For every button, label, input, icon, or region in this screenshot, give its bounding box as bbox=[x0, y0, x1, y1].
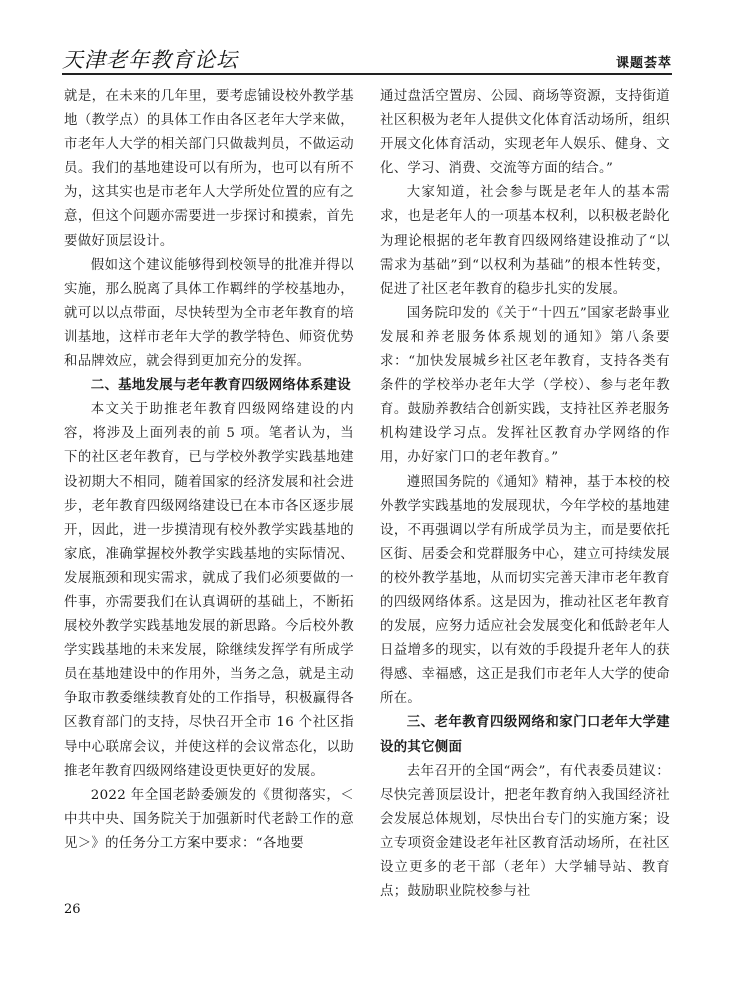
section-heading-2: 二、基地发展与老年教育四级网络体系建设 bbox=[90, 378, 351, 394]
header-rule bbox=[62, 73, 672, 75]
page-header bbox=[62, 42, 672, 74]
section-heading-3: 三、老年教育四级网络和家门口老年大学建设的其它侧面 bbox=[380, 715, 670, 755]
left-para-3: 本文关于助推老年教育四级网络建设的内容，将涉及上面列表的前 5 项。笔者认为，当下的社区老年教育，已与学校外教学实践基地建设初期大不相同，随着国家的经济发展和社会进步，老年教育四级网络建设已在本市各区逐步展开，因此，进一步摸清现有校外教学实践基地的家底，准确掌握校外教学实践基地的实际情况、发展瓶颈和现实需求，就成了我们必须要做的一件事，亦需要我们在认真调研的基础上，不断拓展校外教学实践基地发展的新思路。今后校外教学实践基地的未来发展，除继续发挥学有所成学员在基地建设中的作用外，当务之急，就是主动争取市教委继续教育处的工作指导，积极赢得各区教育部门的支持，尽快召开全市 16 个社区指导中心联席会议，并使这样的会议常态化，以助推老年教育四级网络建设更快更好的发展。 bbox=[64, 402, 354, 779]
right-para-1: 通过盘活空置房、公园、商场等资源，支持街道社区积极为老年人提供文化体育活动场所，组织开展文化体育活动，实现老年人娱乐、健身、文化、学习、消费、交流等方面的结合。” bbox=[380, 89, 670, 177]
journal-logo: 天津老年教育论坛 bbox=[62, 48, 238, 72]
left-para-4: 2022 年全国老龄委颁发的《贯彻落实，＜中共中央、国务院关于加强新时代老龄工作的意见＞》的任务分工方案中要求：“各地要 bbox=[64, 787, 354, 851]
left-para-2: 假如这个建议能够得到校领导的批准并得以实施，那么脱离了具体工作羁绊的学校基地办，就可以以点带面，尽快转型为全市老年教育的培训基地，这样市老年大学的教学特色、师资优势和品牌效应，就会得到更加充分的发挥。 bbox=[64, 257, 354, 370]
left-column bbox=[64, 85, 354, 856]
right-para-2: 大家知道，社会参与既是老年人的基本需求，也是老年人的一项基本权利，以积极老龄化为理论根据的老年教育四级网络建设推动了“以需求为基础”到“以权利为基础”的根本性转变，促进了社区老年教育的稳步扎实的发展。 bbox=[380, 185, 670, 297]
right-column bbox=[380, 85, 670, 904]
right-para-4: 遵照国务院的《通知》精神，基于本校的校外教学实践基地的发展现状，今年学校的基地建设，不再强调以学有所成学员为主，而是要依托区街、居委会和党群服务中心，建立可持续发展的校外教学基地，从而切实完善天津市老年教育的四级网络体系。这是因为，推动社区老年教育的发展，应努力适应社会发展变化和低龄老年人日益增多的现实，以有效的手段提升老年人的获得感、幸福感，这正是我们市老年人大学的使命所在。 bbox=[380, 474, 670, 707]
page-number: 26 bbox=[64, 902, 81, 917]
section-label: 课题荟萃 bbox=[615, 56, 672, 71]
left-para-1: 就是，在未来的几年里，要考虑铺设校外教学基地（教学点）的具体工作由各区老年大学来做，市老年人大学的相关部门只做裁判员，不做运动员。我们的基地建设可以有所为，也可以有所不为，这其实也是市老年人大学所处位置的应有之意，但这个问题亦需要进一步探讨和摸索，首先要做好顶层设计。 bbox=[64, 89, 354, 249]
right-para-5: 去年召开的全国“两会”，有代表委员建议：尽快完善顶层设计，把老年教育纳入我国经济社会发展总体规划，尽快出台专门的实施方案；设立专项资金建设老年社区教育活动场所，在社区设立更多的老干部（老年）大学辅导站、教育点；鼓励职业院校参与社 bbox=[380, 763, 670, 900]
right-para-3: 国务院印发的《关于“十四五”国家老龄事业发展和养老服务体系规划的通知》第八条要求：“加快发展城乡社区老年教育，支持各类有条件的学校举办老年大学（学校）、参与老年教育。鼓励养教结合创新实践，支持社区养老服务机构建设学习点。发挥社区教育办学网络的作用，办好家门口的老年教育。” bbox=[380, 305, 670, 466]
